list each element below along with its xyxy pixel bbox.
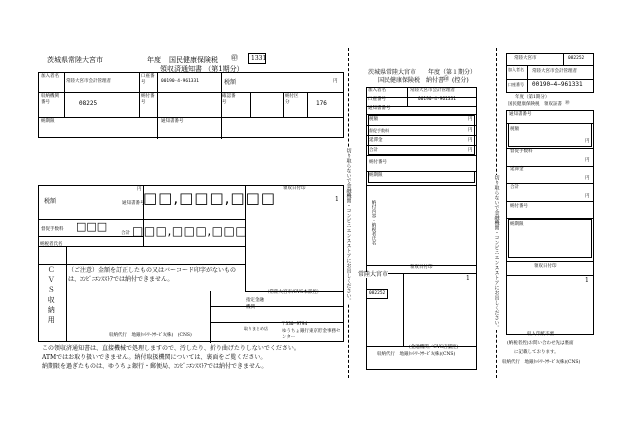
- left-total-boxes: □□□,□□□,□□□: [132, 224, 248, 238]
- left-collector-label: 収納機関番号: [41, 94, 59, 106]
- mid-fee-label: 督促手数料: [369, 128, 389, 133]
- right-circle-mark: ㊞: [565, 101, 570, 106]
- right-fee-label: 督促手数料: [510, 149, 533, 154]
- right-tax-name: 国民健康保険税 領収証書: [508, 102, 562, 107]
- mid-payee-name: 常陸大宮市会計管理者: [410, 88, 455, 93]
- right-note-line2: に記載しております。: [514, 350, 559, 355]
- left-account-label: 口座番号: [141, 74, 155, 86]
- right-stamp-note: 収入印紙不要: [527, 332, 554, 337]
- left-agent-text: 収納代行 地銀ﾈｯﾄﾜｰｸｻｰﾋﾞｽ(株) (CNS): [109, 333, 192, 338]
- right-agent-text: 収納代行 地銀ﾈｯﾄﾜｰｸｻｰﾋﾞｽ(株)(CNS): [502, 360, 581, 365]
- mid-stamp-code-box: [366, 289, 388, 299]
- mid-receipt-date-label: 領収日付印: [410, 265, 433, 270]
- mid-yen-1: 円: [468, 117, 473, 122]
- left-yen-2: 円: [137, 187, 142, 192]
- mid-yen-4: 円: [468, 148, 473, 153]
- right-city-title: 常陸大宮市: [514, 56, 537, 61]
- right-tax-no-label: 納付番号: [510, 204, 528, 209]
- left-footer-line2: ATMではお取り扱いできません。納付取扱機関については、裏面をご覧ください。: [42, 354, 267, 361]
- left-designated-bank-label: 指定金融機関: [246, 298, 264, 311]
- mid-notice-no-label: 通知書番号: [368, 106, 391, 111]
- left-payee-name: 常陸大宮市会計管理者: [66, 79, 111, 84]
- left-postal-code: 〒330-9794: [281, 322, 308, 327]
- left-tax-category-label: 納付区分: [285, 94, 299, 106]
- right-year-label: 年度（第1期分）: [515, 95, 550, 100]
- mid-account-number: 00190-4-961331: [418, 97, 456, 102]
- right-delay-label: 延滞金: [510, 167, 524, 172]
- mid-yen-2: 円: [468, 128, 473, 133]
- left-fee-boxes: □□□: [76, 220, 108, 233]
- mid-detail-label: 納付内容・納税者氏名: [370, 200, 376, 245]
- right-due-label: 納期限: [510, 222, 524, 227]
- right-tax-amount-frame: [508, 123, 592, 147]
- left-code-box: [248, 53, 266, 64]
- mid-copy-note: (金融機関／CVS店舗控): [409, 345, 459, 350]
- right-account-number: 00190−4−961331: [532, 81, 583, 88]
- mid-account-label: 口座番号: [368, 97, 386, 102]
- left-account-number: 00190-4-961331: [161, 79, 199, 84]
- left-tax-no-label: 納付番号: [141, 94, 155, 106]
- right-payee-name: 常陸大宮市会計管理者: [532, 69, 577, 74]
- left-code-box-text: 1331: [251, 55, 267, 62]
- left-tax-category-value: 176: [316, 100, 327, 107]
- left-circle-mark: ㊞: [231, 54, 238, 62]
- mid-city-title: 茨城県常陸大宮市: [368, 69, 417, 76]
- right-yen-3: 円: [585, 176, 590, 181]
- left-yen-1: 円: [333, 79, 338, 84]
- left-cvs-label: ＣＶＳ収納用: [47, 266, 56, 326]
- mid-delay-label: 延滞金: [369, 138, 383, 143]
- left-notice-no-label: 通知書番号: [161, 119, 184, 124]
- mid-due-frame: [368, 171, 475, 183]
- left-one: 1: [335, 196, 339, 203]
- left-fee-label: 督促手数料: [41, 227, 64, 232]
- right-account-label: 口座番号: [508, 82, 524, 87]
- mid-city-stamp: 常陸大宮市: [358, 271, 389, 278]
- left-caution-text: （ご注意）金額を訂正したもの又はバーコード印字がないものは、ｺﾝﾋﾞﾆｴﾝｽｽﾄｱでは納付できません。: [68, 267, 237, 283]
- mid-tax-amount-label: 税額: [369, 117, 378, 122]
- mid-year-label: 年度（第１期分）: [428, 69, 477, 76]
- left-bottom-table: [38, 185, 344, 342]
- left-city-title: 茨城県常陸大宮市: [47, 56, 103, 64]
- mid-total-label: 合計: [369, 148, 378, 153]
- mid-stamp-code: 082252: [369, 291, 386, 296]
- left-receipt-date-label: 領収日付印: [283, 186, 306, 191]
- mid-tax-name: 国民健康保険税 納付書: [378, 77, 445, 84]
- left-collector-number: 08225: [79, 100, 98, 107]
- left-total-label: 合計: [121, 231, 130, 236]
- left-receiver-label: 取りまとめ店: [244, 326, 268, 331]
- right-notice-no-label: 通知書番号: [509, 112, 532, 117]
- left-notice-title: 領収済通知書 （第1期分）: [160, 65, 244, 73]
- mid-yen-3: 円: [468, 138, 473, 143]
- mid-payee-label: 加入者名: [368, 88, 386, 93]
- mid-tax-no-label: 納付番号: [369, 160, 387, 165]
- left-tax-name: 国民健康保険税: [169, 56, 218, 64]
- left-amount-boxes: □□,□□□,□□□: [143, 189, 276, 207]
- left-confirm-label: 確認番号: [222, 94, 236, 106]
- left-tax-amount-label2: 税額: [44, 198, 57, 205]
- mid-circle-mark: ㊞: [443, 76, 450, 83]
- left-payee-label: 加入者名: [41, 74, 59, 79]
- right-tax-amount-label: 税額: [510, 127, 519, 132]
- right-code-top: 082252: [568, 56, 585, 61]
- right-vertical-note: 切り取らないで金融機関・コンビニエンスストアにお出しください。: [493, 175, 500, 330]
- right-payee-label: 加入者名: [508, 67, 524, 72]
- right-yen-4: 円: [585, 194, 590, 199]
- right-note-line1: (納税者控)お問い合わせ先は裏面: [507, 341, 574, 346]
- left-bank-name: ゆうちょ銀行東京貯金事務センター: [282, 329, 341, 341]
- left-due-label: 納期限: [41, 119, 55, 124]
- right-yen-2: 円: [585, 158, 590, 163]
- mid-agent-text: 収納代行 地銀ﾈｯﾄﾜｰｸｻｰﾋﾞｽ(株)(CNS): [377, 352, 456, 357]
- mid-copy-label: (控分): [452, 77, 469, 84]
- middle-vertical-note: 切り取らないで金融機関・コンビニエンスストアにお出しください。: [345, 148, 352, 303]
- mid-amount-frame: [368, 115, 475, 155]
- right-yen-1: 円: [585, 139, 590, 144]
- right-receipt-date-label: 領収日付印: [534, 264, 557, 269]
- left-stamp-header: （常陸大宮市/CVS本部控）: [265, 290, 322, 295]
- mid-due-label: 納期限: [369, 173, 383, 178]
- mid-one: 1: [466, 275, 470, 282]
- left-payer-label: 納税者氏名: [40, 242, 63, 247]
- left-tax-amount-label: 税額: [224, 79, 237, 86]
- right-one: 1: [585, 277, 589, 284]
- left-footer-line3: 納期限を過ぎたものは、ゆうちょ銀行・郵便局、ｺﾝﾋﾞﾆｴﾝｽｽﾄｱでは納付できません。: [42, 363, 268, 370]
- right-total-label: 合計: [510, 185, 519, 190]
- left-year-label: 年度: [147, 56, 161, 64]
- left-notice-no-label2: 通知書番号: [122, 201, 145, 206]
- left-footer-line1: この領収済通知書は、直接機械で処理しますので、汚したり、折り曲げたりしないでください。: [42, 345, 300, 352]
